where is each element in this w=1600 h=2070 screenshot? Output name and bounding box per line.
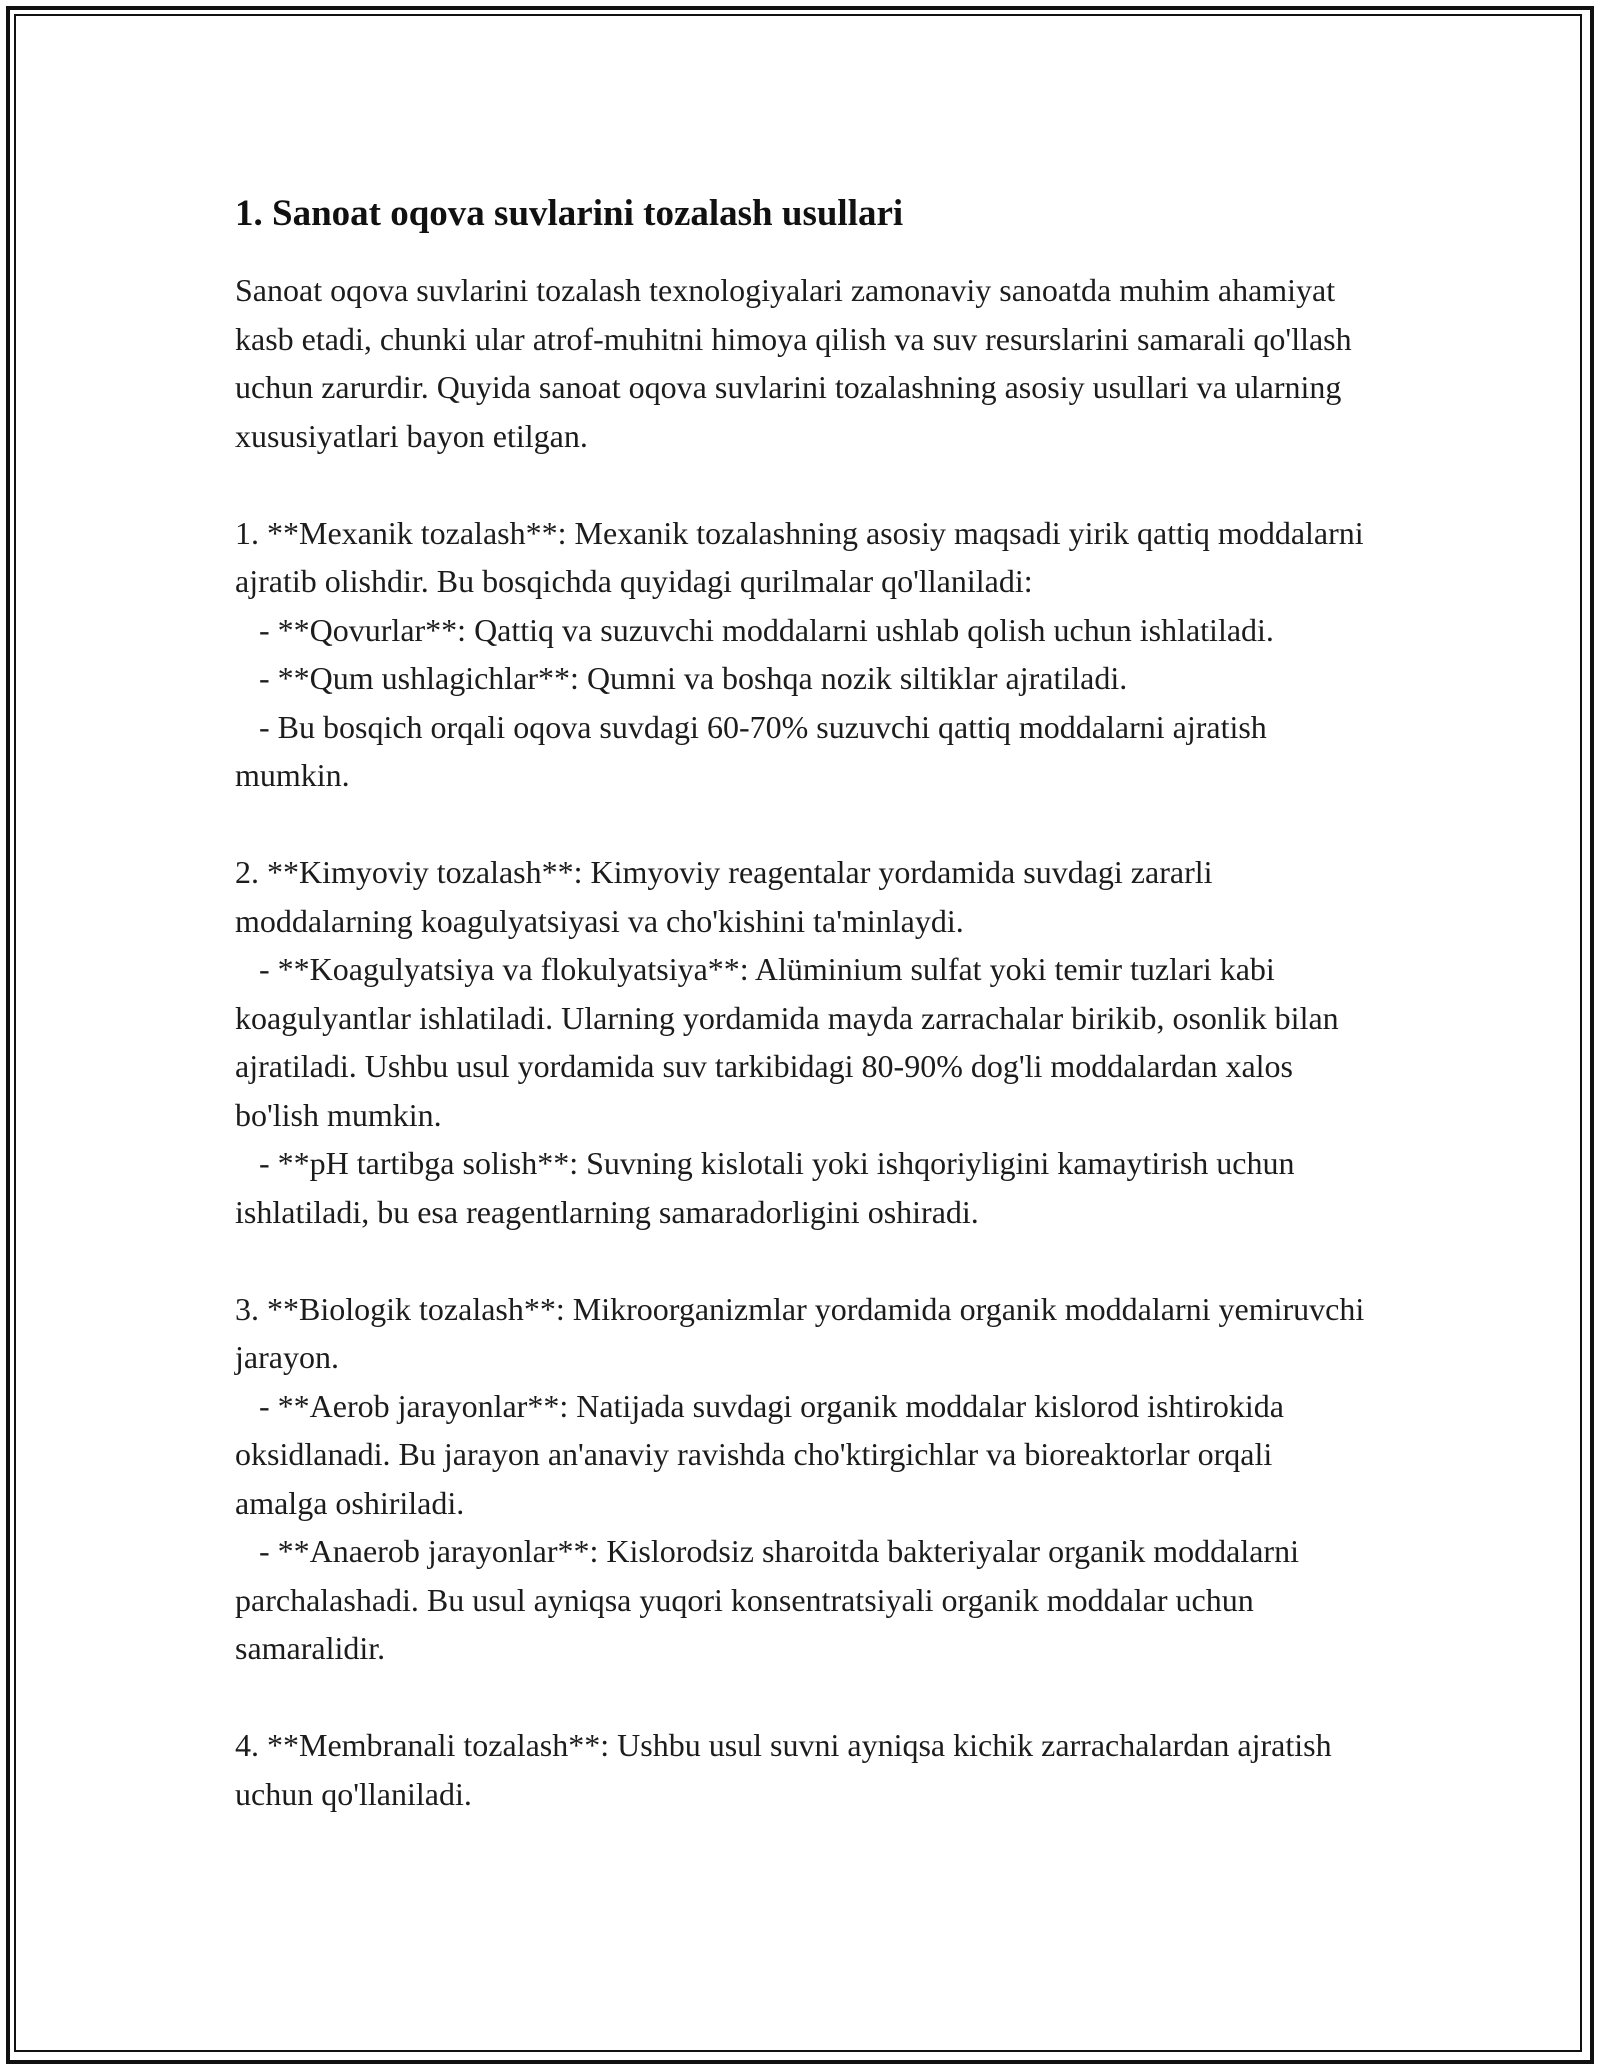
section-heading: 1. **Mexanik tozalash**: Mexanik tozalashning asosiy maqsadi yirik qattiq moddalarni ajratib olishdir. Bu bosqichda quyidagi qurilmalar qo'llaniladi:	[235, 514, 1372, 599]
section-mechanical	[235, 509, 1372, 800]
spacer	[235, 1236, 1365, 1285]
intro-paragraph: Sanoat oqova suvlarini tozalash texnologiyalari zamonaviy sanoatda muhim ahamiyat kasb etadi, chunki ular atrof-muhitni himoya qilish va suv resurslarini samarali qo'llash uchun zarurdir. Quyida sanoat oqova suvlarini tozalashning asosiy usullari va ularning xususiyatlari bayon etilgan.	[235, 272, 1360, 454]
spacer	[235, 800, 1365, 849]
section-membrane	[235, 1721, 1365, 1818]
section-heading: 3. **Biologik tozalash**: Mikroorganizmlar yordamida organik moddalarni yemiruvchi jarayon.	[235, 1290, 1373, 1375]
section-heading: 4. **Membranali tozalash**: Ushbu usul suvni ayniqsa kichik zarrachalardan ajratish uchun qo'llaniladi.	[235, 1727, 1340, 1812]
list-item: - **Koagulyatsiya va flokulyatsiya**: Alüminium sulfat yoki temir tuzlari kabi koagulyantlar ishlatiladi. Ularning yordamida mayda zarrachalar birikib, osonlik bilan ajratiladi. Ushbu usul yordamida suv tarkibidagi 80-90% dog'li moddalardan xalos bo'lish mumkin.	[235, 951, 1347, 1133]
list-item: - **Aerob jarayonlar**: Natijada suvdagi organik moddalar kislorod ishtirokida oksidlanadi. Bu jarayon an'anaviy ravishda cho'ktirgichlar va bioreaktorlar orqali amalga oshiriladi.	[235, 1387, 1292, 1521]
list-item: - **Qum ushlagichlar**: Qumni va boshqa nozik siltiklar ajratiladi.	[235, 660, 1128, 696]
section-chemical	[235, 848, 1365, 1236]
spacer	[235, 460, 1365, 509]
document-title: 1. Sanoat oqova suvlarini tozalash usullari	[235, 193, 904, 234]
list-item: - Bu bosqich orqali oqova suvdagi 60-70% suzuvchi qattiq moddalarni ajratish mumkin.	[235, 708, 1275, 793]
document-body	[235, 188, 1373, 1818]
spacer	[235, 1673, 1365, 1722]
section-biological	[235, 1285, 1373, 1673]
section-heading: 2. **Kimyoviy tozalash**: Kimyoviy reagentalar yordamida suvdagi zararli moddalarning koagulyatsiyasi va cho'kishini ta'minlaydi.	[235, 854, 1221, 939]
list-item: - **Anaerob jarayonlar**: Kislorodsiz sharoitda bakteriyalar organik moddalarni parchalashadi. Bu usul ayniqsa yuqori konsentratsiyali organik moddalar uchun samaralidir.	[235, 1533, 1307, 1666]
list-item: - **pH tartibga solish**: Suvning kislotali yoki ishqoriyligini kamaytirish uchun ishlatiladi, bu esa reagentlarning samaradorligini oshiradi.	[235, 1145, 1303, 1230]
list-item: - **Qovurlar**: Qattiq va suzuvchi moddalarni ushlab qolish uchun ishlatiladi.	[235, 611, 1274, 648]
